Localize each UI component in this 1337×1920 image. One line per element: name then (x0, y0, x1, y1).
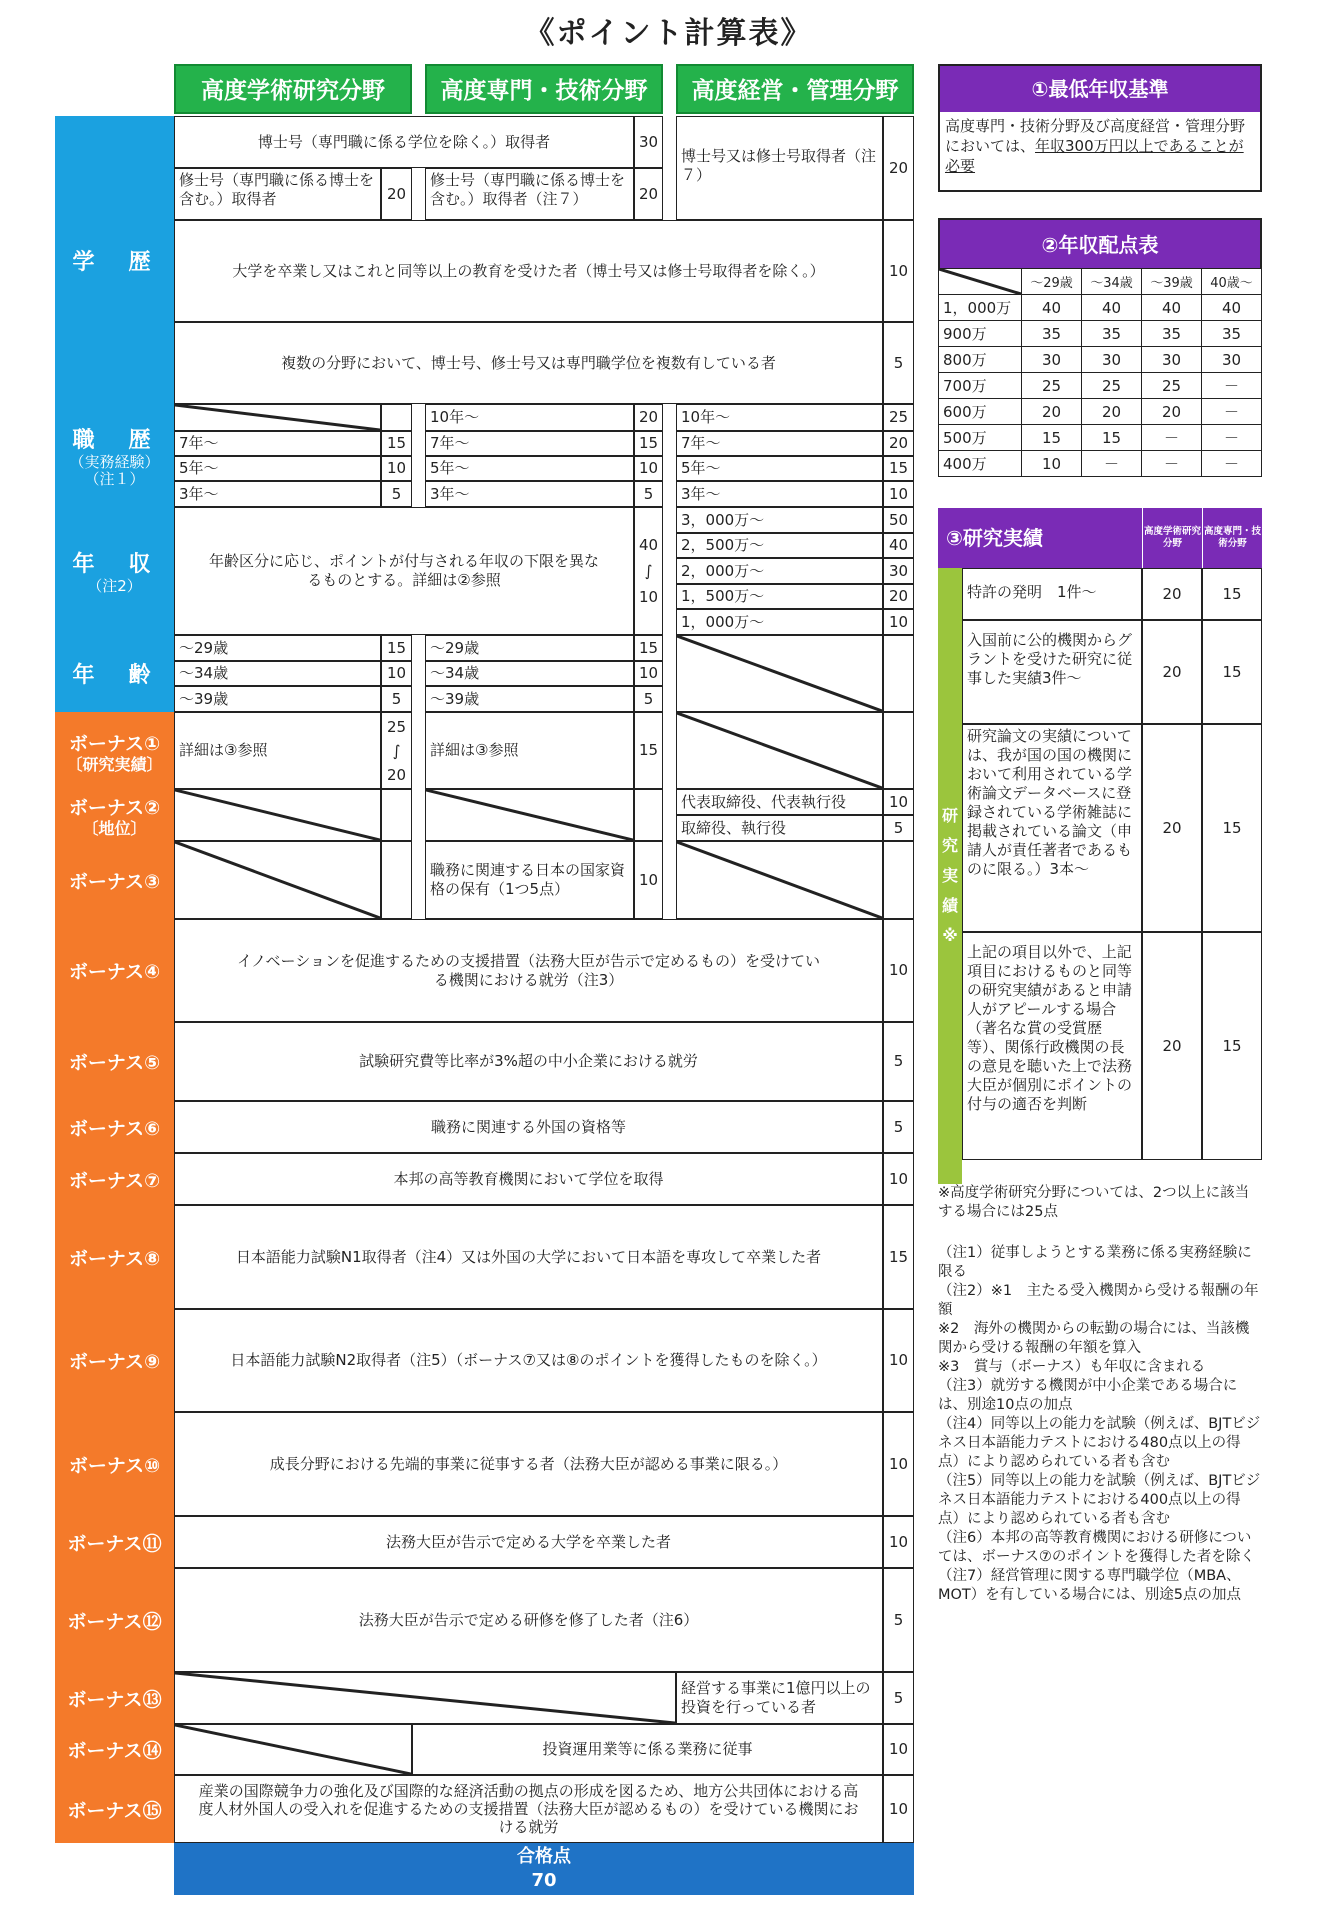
age-academic-29-points: 15 (381, 635, 412, 661)
income-points-table (938, 268, 1262, 477)
income-text: 年齢区分に応じ、ポイントが付与される年収の下限を異なるものとする。詳細は②参照 (174, 507, 634, 635)
career-academic-blank-points (381, 404, 412, 431)
income-cell: － (1202, 425, 1262, 451)
age-technical-29: ～29歳 (425, 635, 634, 661)
income-row-label: 700万 (939, 373, 1022, 399)
bonus8-points: 15 (883, 1205, 914, 1309)
income-cell: － (1202, 451, 1262, 477)
row-label-bonus4: ボーナス④ (55, 919, 174, 1022)
bonus15-text: 産業の国際競争力の強化及び国際的な経済活動の拠点の形成を図るため、地方公共団体における高度人材外国人の受入れを促進するための支援措置（法務大臣が認めるもの）を受けている機関における就労 (174, 1775, 883, 1843)
income-cell: 25 (1082, 373, 1142, 399)
bonus1-technical: 詳細は③参照 (425, 712, 634, 789)
bonus3-management-blank (676, 841, 883, 919)
research-row-other: 上記の項目以外で、上記項目におけるものと同等の研究実績があると申請人がアピールする場合（著名な賞の受賞歴等）、関係行政機関の長の意見を聴いた上で法務大臣が個別にポイントの付与の適否を判断 (962, 932, 1142, 1160)
bonus3-technical-points: 10 (634, 841, 663, 919)
income-cell: 40 (1142, 295, 1202, 321)
bonus13-text: 経営する事業に1億円以上の投資を行っている者 (676, 1672, 883, 1724)
bonus3-academic-blank-points (381, 841, 412, 919)
income-cell: 35 (1142, 321, 1202, 347)
income-points-range: 40 ∫ 10 (634, 507, 663, 635)
bonus2-technical-blank (425, 789, 634, 841)
note-2-3: ※3 賞与（ボーナス）も年収に含まれる (938, 1359, 1206, 1375)
bonus2-representative: 代表取締役、代表執行役 (676, 789, 883, 815)
age-technical-29-points: 15 (634, 635, 663, 661)
row-label-bonus9: ボーナス⑨ (55, 1309, 174, 1412)
income-cell: 15 (1022, 425, 1082, 451)
age-academic-29: ～29歳 (174, 635, 381, 661)
row-label-education: 学 歴 (55, 116, 174, 404)
panel-income-table-title: ②年収配点表 (938, 218, 1262, 268)
edu-master-academic: 修士号（専門職に係る博士を含む。）取得者 (174, 168, 381, 220)
income-row-label: 900万 (939, 321, 1022, 347)
bonus10-text: 成長分野における先端的事業に従事する者（法務大臣が認める事業に限る。） (174, 1412, 883, 1516)
income-cell: 20 (1142, 399, 1202, 425)
career-management-5y-points: 15 (883, 456, 914, 481)
bonus3-academic-blank (174, 841, 381, 919)
bonus14-points: 10 (883, 1724, 914, 1775)
career-management-10y: 10年～ (676, 404, 883, 431)
passing-score: 合格点 70 (174, 1843, 914, 1895)
age-technical-39-points: 5 (634, 686, 663, 712)
table-row (939, 373, 1262, 399)
career-management-3y: 3年～ (676, 481, 883, 507)
career-academic-5y: 5年～ (174, 456, 381, 481)
income-cell: 30 (1202, 347, 1262, 373)
age-academic-39: ～39歳 (174, 686, 381, 712)
research-row-grant: 入国前に公的機関からグラントを受けた研究に従事した実績3件～ (962, 620, 1142, 724)
table-row (939, 425, 1262, 451)
bonus1-academic-points: 25 ∫ 20 (381, 712, 412, 789)
bonus12-text: 法務大臣が告示で定める研修を修了した者（注6） (174, 1568, 883, 1672)
panel-research-side-label: 研 究 実 績 ※ (938, 568, 962, 1184)
note-4: （注4）同等以上の能力を試験（例えば、BJTビジネス日本語能力テストにおける480点以上の得点）により認められている者も含む (938, 1416, 1261, 1470)
table-row (939, 347, 1262, 373)
career-academic-7y-points: 15 (381, 431, 412, 456)
bonus15-points: 10 (883, 1775, 914, 1843)
table-row (939, 451, 1262, 477)
row-label-bonus1: ボーナス① 〔研究実績〕 (55, 712, 174, 789)
income-cell: － (1142, 425, 1202, 451)
age-academic-39-points: 5 (381, 686, 412, 712)
career-academic-3y-points: 5 (381, 481, 412, 507)
income-mgmt-1000: 1，000万～ (676, 609, 883, 635)
income-cell: 30 (1082, 347, 1142, 373)
bonus2-director-points: 5 (883, 815, 914, 841)
row-label-age: 年 齢 (55, 635, 174, 712)
row-label-bonus15: ボーナス⑮ (55, 1775, 174, 1843)
income-cell: 30 (1142, 347, 1202, 373)
career-academic-3y: 3年～ (174, 481, 381, 507)
bonus5-points: 5 (883, 1022, 914, 1101)
income-col-39: ～39歳 (1142, 269, 1202, 295)
category-academic: 高度学術研究分野 (174, 64, 412, 114)
bonus7-text: 本邦の高等教育機関において学位を取得 (174, 1153, 883, 1205)
panel-minimum-income-title: ①最低年収基準 (940, 66, 1260, 112)
bonus13-points: 5 (883, 1672, 914, 1724)
career-management-7y: 7年～ (676, 431, 883, 456)
research-row-other-academic: 20 (1142, 932, 1202, 1160)
table-row (939, 399, 1262, 425)
career-academic-7y: 7年～ (174, 431, 381, 456)
income-col-29: ～29歳 (1022, 269, 1082, 295)
income-mgmt-2500: 2，500万～ (676, 533, 883, 558)
panel-research-achievements (938, 508, 1262, 1184)
bonus3-management-blank-points (883, 841, 914, 919)
research-row-patent-technical: 15 (1202, 568, 1262, 620)
income-cell: 40 (1202, 295, 1262, 321)
research-row-other-technical: 15 (1202, 932, 1262, 1160)
income-cell: 20 (1022, 399, 1082, 425)
bonus6-text: 職務に関連する外国の資格等 (174, 1101, 883, 1153)
career-technical-10y: 10年～ (425, 404, 634, 431)
age-academic-34-points: 10 (381, 661, 412, 686)
career-management-10y-points: 25 (883, 404, 914, 431)
bonus4-text: イノベーションを促進するための支援措置（法務大臣が告示で定めるもの）を受けている機関における就労（注3） (174, 919, 883, 1022)
note-6: （注6）本邦の高等教育機関における研修については、ボーナス⑦のポイントを獲得した者を除く (938, 1530, 1255, 1565)
bonus9-text: 日本語能力試験N2取得者（注5）（ボーナス⑦又は⑧のポイントを獲得したものを除く。） (174, 1309, 883, 1412)
bonus9-points: 10 (883, 1309, 914, 1412)
row-label-bonus5: ボーナス⑤ (55, 1022, 174, 1101)
income-row-label: 400万 (939, 451, 1022, 477)
row-label-bonus8: ボーナス⑧ (55, 1205, 174, 1309)
row-label-bonus10: ボーナス⑩ (55, 1412, 174, 1516)
panel-income-table (938, 218, 1262, 482)
research-row-grant-technical: 15 (1202, 620, 1262, 724)
research-row-grant-academic: 20 (1142, 620, 1202, 724)
age-academic-34: ～34歳 (174, 661, 381, 686)
career-technical-7y-points: 15 (634, 431, 663, 456)
row-label-bonus13: ボーナス⑬ (55, 1672, 174, 1724)
table-row (939, 295, 1262, 321)
income-table-header (939, 269, 1262, 295)
age-technical-39: ～39歳 (425, 686, 634, 712)
note-2-2: ※2 海外の機関からの転勤の場合には、当該機関から受ける報酬の年額を算入 (938, 1321, 1250, 1356)
note-3: （注3）就労する機関が中小企業である場合には、別途10点の加点 (938, 1378, 1238, 1413)
research-row-patent-academic: 20 (1142, 568, 1202, 620)
bonus13-blank (174, 1672, 676, 1724)
age-management-blank-points (883, 635, 914, 712)
income-mgmt-1500: 1，500万～ (676, 584, 883, 609)
income-cell: 35 (1202, 321, 1262, 347)
income-cell: 35 (1082, 321, 1142, 347)
bonus10-points: 10 (883, 1412, 914, 1516)
bonus1-technical-points: 15 (634, 712, 663, 789)
income-row-label: 500万 (939, 425, 1022, 451)
income-cell: 40 (1082, 295, 1142, 321)
bonus8-text: 日本語能力試験N1取得者（注4）又は外国の大学において日本語を専攻して卒業した者 (174, 1205, 883, 1309)
edu-doctor-label: 博士号（専門職に係る学位を除く。）取得者 (174, 116, 634, 168)
age-technical-34: ～34歳 (425, 661, 634, 686)
category-management: 高度経営・管理分野 (676, 64, 914, 114)
note-2: （注2）※1 主たる受入機関から受ける報酬の年額 (938, 1283, 1259, 1318)
income-cell: 15 (1082, 425, 1142, 451)
bonus5-text: 試験研究費等比率が3%超の中小企業における就労 (174, 1022, 883, 1101)
bonus2-academic-blank (174, 789, 381, 841)
bonus1-academic: 詳細は③参照 (174, 712, 381, 789)
income-cell: 25 (1142, 373, 1202, 399)
row-label-bonus3: ボーナス③ (55, 841, 174, 919)
research-row-papers: 研究論文の実績については、我が国の国の機関において利用されている学術論文データベースに登録されている学術雑誌に掲載されている論文（申請人が責任著者であるものに限る。）3本～ (962, 724, 1142, 932)
income-mgmt-3000: 3，000万～ (676, 507, 883, 533)
income-cell: － (1202, 373, 1262, 399)
panel-minimum-income (938, 64, 1262, 192)
research-row-papers-academic: 20 (1142, 724, 1202, 932)
income-cell: 20 (1082, 399, 1142, 425)
career-academic-blank (174, 404, 381, 431)
income-mgmt-2000: 2，000万～ (676, 558, 883, 584)
bonus4-points: 10 (883, 919, 914, 1022)
edu-master-technical-points: 20 (634, 168, 663, 220)
income-table-corner (939, 269, 1022, 295)
career-technical-7y: 7年～ (425, 431, 634, 456)
edu-university-points: 10 (883, 220, 914, 322)
income-col-40: 40歳～ (1202, 269, 1262, 295)
bonus14-text: 投資運用業等に係る業務に従事 (412, 1724, 883, 1775)
bonus2-academic-blank-points (381, 789, 412, 841)
edu-management: 博士号又は修士号取得者（注７） (676, 116, 883, 220)
row-label-career: 職 歴 （実務経験） （注１） (55, 404, 174, 507)
table-row (939, 321, 1262, 347)
age-technical-34-points: 10 (634, 661, 663, 686)
career-technical-10y-points: 20 (634, 404, 663, 431)
income-row-label: 600万 (939, 399, 1022, 425)
career-academic-5y-points: 10 (381, 456, 412, 481)
income-cell: 30 (1022, 347, 1082, 373)
edu-multiple-degrees: 複数の分野において、博士号、修士号又は専門職学位を複数有している者 (174, 322, 883, 404)
panel-minimum-income-text: 高度専門・技術分野及び高度経営・管理分野においては、年収300万円以上であることが必要 (945, 117, 1246, 175)
research-row-patent: 特許の発明 1件～ (962, 568, 1142, 620)
bonus2-representative-points: 10 (883, 789, 914, 815)
income-cell: － (1082, 451, 1142, 477)
research-footnote: ※高度学術研究分野については、2つ以上に該当する場合には25点 (938, 1185, 1250, 1220)
panel-research-col-academic: 高度学術研究分野 (1142, 508, 1202, 568)
bonus1-management-blank (676, 712, 883, 789)
income-mgmt-2500-points: 40 (883, 533, 914, 558)
row-label-bonus11: ボーナス⑪ (55, 1516, 174, 1568)
income-cell: － (1142, 451, 1202, 477)
career-management-5y: 5年～ (676, 456, 883, 481)
income-cell: 10 (1022, 451, 1082, 477)
bonus6-points: 5 (883, 1101, 914, 1153)
row-label-income: 年 収 （注2） (55, 507, 174, 635)
row-label-bonus6: ボーナス⑥ (55, 1101, 174, 1153)
bonus14-blank (174, 1724, 412, 1775)
row-label-bonus2: ボーナス② 〔地位〕 (55, 789, 174, 841)
edu-university: 大学を卒業し又はこれと同等以上の教育を受けた者（博士号又は修士号取得者を除く。） (174, 220, 883, 322)
income-cell: － (1202, 399, 1262, 425)
income-row-label: 1，000万 (939, 295, 1022, 321)
note-5: （注5）同等以上の能力を試験（例えば、BJTビジネス日本語能力テストにおける400点以上の得点）により認められている者も含む (938, 1473, 1261, 1527)
edu-multiple-degrees-points: 5 (883, 322, 914, 404)
bonus1-management-blank-points (883, 712, 914, 789)
income-cell: 25 (1022, 373, 1082, 399)
row-label-bonus12: ボーナス⑫ (55, 1568, 174, 1672)
career-technical-5y-points: 10 (634, 456, 663, 481)
income-mgmt-3000-points: 50 (883, 507, 914, 533)
note-1: （注1）従事しようとする業務に係る実務経験に限る (938, 1245, 1252, 1280)
bonus11-points: 10 (883, 1516, 914, 1568)
note-7: （注7）経営管理に関する専門職学位（MBA、MOT）を有している場合には、別途5点の加点 (938, 1568, 1242, 1603)
income-cell: 35 (1022, 321, 1082, 347)
income-mgmt-1000-points: 10 (883, 609, 914, 635)
career-technical-5y: 5年～ (425, 456, 634, 481)
bonus3-technical: 職務に関連する日本の国家資格の保有（1つ5点） (425, 841, 634, 919)
page-title: 《ポイント計算表》 (524, 16, 813, 51)
edu-doctor-points: 30 (634, 116, 663, 168)
career-technical-3y-points: 5 (634, 481, 663, 507)
bonus2-technical-blank-points (634, 789, 663, 841)
income-mgmt-2000-points: 30 (883, 558, 914, 584)
panel-research-col-technical: 高度専門・技術分野 (1202, 508, 1262, 568)
bonus12-points: 5 (883, 1568, 914, 1672)
edu-master-academic-points: 20 (381, 168, 412, 220)
row-label-bonus7: ボーナス⑦ (55, 1153, 174, 1205)
age-management-blank (676, 635, 883, 712)
career-technical-3y: 3年～ (425, 481, 634, 507)
edu-management-points: 20 (883, 116, 914, 220)
research-row-papers-technical: 15 (1202, 724, 1262, 932)
income-row-label: 800万 (939, 347, 1022, 373)
panel-research-title: ③研究実績 (938, 508, 1142, 568)
income-col-34: ～34歳 (1082, 269, 1142, 295)
row-label-bonus14: ボーナス⑭ (55, 1724, 174, 1775)
category-technical: 高度専門・技術分野 (425, 64, 663, 114)
income-mgmt-1500-points: 20 (883, 584, 914, 609)
edu-master-technical: 修士号（専門職に係る博士を含む。）取得者（注７） (425, 168, 634, 220)
career-management-7y-points: 20 (883, 431, 914, 456)
career-management-3y-points: 10 (883, 481, 914, 507)
bonus2-director: 取締役、執行役 (676, 815, 883, 841)
bonus7-points: 10 (883, 1153, 914, 1205)
bonus11-text: 法務大臣が告示で定める大学を卒業した者 (174, 1516, 883, 1568)
notes (938, 1244, 1262, 1605)
income-cell: 40 (1022, 295, 1082, 321)
